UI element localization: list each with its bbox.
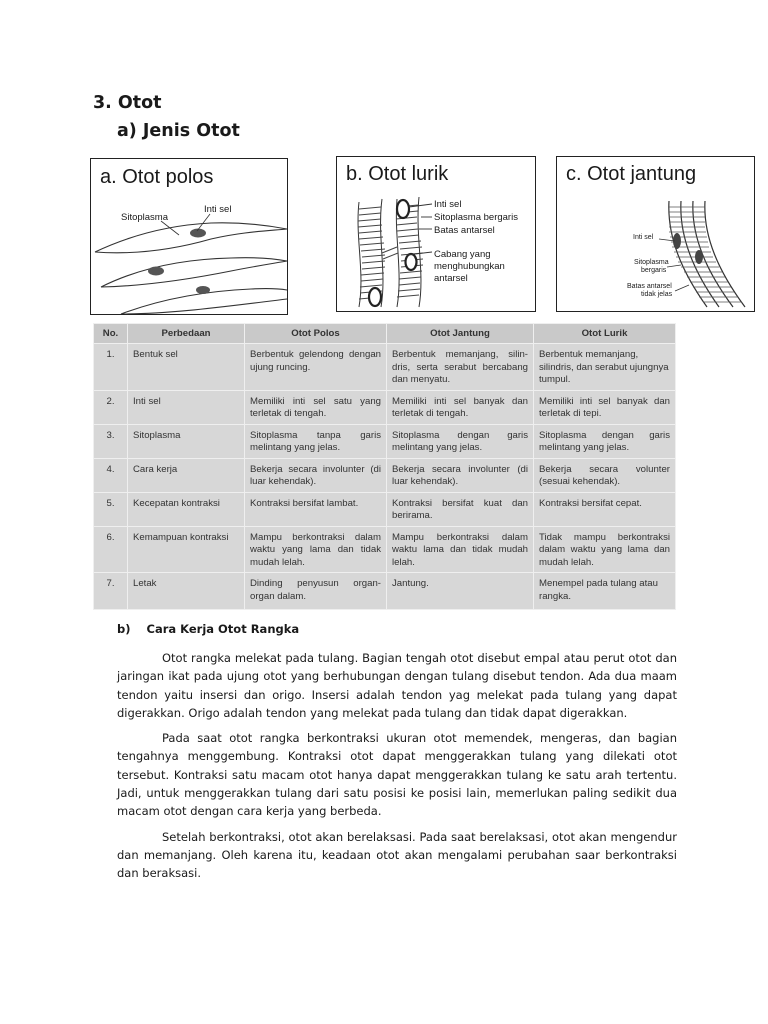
- table-header-row: [94, 324, 676, 344]
- label-branch-line2: menghubungkan: [434, 261, 505, 272]
- label-cytoplasm-line2: bergaris: [641, 267, 667, 274]
- table-cell: Memiliki inti sel banyak dan terletak di tepi.: [534, 390, 676, 424]
- table-cell: Mampu berkontraksi dalam waktu lama dan tidak mudah lelah.: [387, 526, 534, 573]
- table-row: [94, 390, 676, 424]
- table-cell: Inti sel: [128, 390, 245, 424]
- table-cell: Cara kerja: [128, 458, 245, 492]
- table-cell: Berbentuk memanjang, silindris, dan serabut ujungnya tumpul.: [534, 344, 676, 391]
- table-cell: Sitoplasma dengan garis melintang yang jelas.: [387, 424, 534, 458]
- nucleus-shape: [196, 286, 210, 294]
- table-cell: 7.: [94, 573, 128, 610]
- panel-cardiac-muscle: [556, 156, 755, 312]
- column-header: Otot Polos: [245, 324, 387, 344]
- table-cell: 6.: [94, 526, 128, 573]
- nucleus-shape: [369, 288, 381, 306]
- table-cell: Kontraksi bersifat lambat.: [245, 492, 387, 526]
- table-cell: Menempel pada tulang atau rangka.: [534, 573, 676, 610]
- table-cell: Memiliki inti sel satu yang terletak di tengah.: [245, 390, 387, 424]
- paragraph: Otot rangka melekat pada tulang. Bagian tengah otot disebut empal atau perut otot dan jaringan ikat pada ujung otot yang berhubungan dengan tulang disebut tendon. Ada dua maam tendon yaitu insersi dan origo. Insersi adalah tendon yag melekat pada tulang yang dapat digerakkan. Origo adalah tendon yang melekat pada tulang dan tidak dapat digerakkan.: [117, 651, 677, 720]
- label-striated-cytoplasm: Sitoplasma bergaris: [434, 212, 518, 223]
- table-cell: Bekerja secara involunter (di luar kehendak).: [245, 458, 387, 492]
- table-cell: Bekerja secara involunter (di luar kehendak).: [387, 458, 534, 492]
- subsection-b-title: b) Cara Kerja Otot Rangka: [117, 622, 300, 636]
- table-row: [94, 424, 676, 458]
- table-cell: 1.: [94, 344, 128, 391]
- table-cell: Bentuk sel: [128, 344, 245, 391]
- table-row: [94, 526, 676, 573]
- label-border-line2: tidak jelas: [641, 291, 673, 298]
- label-cell-border: Batas antarsel: [434, 225, 495, 236]
- column-header: Otot Jantung: [387, 324, 534, 344]
- label-cytoplasm-line1: Sitoplasma: [634, 259, 669, 266]
- muscle-comparison-table: [93, 323, 676, 610]
- table-cell: Berbentuk memanjang, silin-dris, serta serabut bercabang dan menyatu.: [387, 344, 534, 391]
- nucleus-shape: [148, 267, 164, 276]
- table-cell: Memiliki inti sel banyak dan terletak di tengah.: [387, 390, 534, 424]
- table-cell: Kontraksi bersifat kuat dan berirama.: [387, 492, 534, 526]
- table-cell: Berbentuk gelendong dengan ujung runcing.: [245, 344, 387, 391]
- subsection-heading: a) Jenis Otot: [117, 121, 240, 141]
- table-row: [94, 573, 676, 610]
- label-nucleus: Inti sel: [633, 234, 654, 241]
- table-cell: Kemampuan kontraksi: [128, 526, 245, 573]
- paragraph: Setelah berkontraksi, otot akan berelaksasi. Pada saat berelaksasi, otot akan mengendur dan memanjang. Oleh karena itu, keadaan otot akan mengalami perubahan saar berkontraksi dan beraksasi.: [117, 829, 677, 881]
- table-cell: 4.: [94, 458, 128, 492]
- panel-border: [91, 314, 287, 315]
- panel-smooth-muscle: [90, 158, 288, 315]
- table-cell: Sitoplasma dengan garis melintang yang jelas.: [534, 424, 676, 458]
- label-branch-line1: Cabang yang: [434, 249, 491, 260]
- column-header: No.: [94, 324, 128, 344]
- smooth-muscle-illustration: [91, 159, 287, 315]
- table-cell: 5.: [94, 492, 128, 526]
- paragraph: Pada saat otot rangka berkontraksi ukuran otot memendek, mengeras, dan bagian tengahnya menggembung. Kontraksi otot dapat menggerakkan tulang yang dilekati otot tersebut. Kontraksi satu macam otot hanya dapat menggerakkan tulang ke satu arah tertentu. Jadi, untuk menggerakkan tulang dari satu posisi ke posisi lain, memerlukan paling sedikit dua macam otot dengan cara kerja yang berbeda.: [117, 731, 677, 819]
- table-cell: Jantung.: [387, 573, 534, 610]
- table-row: [94, 344, 676, 391]
- table-row: [94, 458, 676, 492]
- table-cell: Tidak mampu berkontraksi dalam waktu yang lama dan mudah lelah.: [534, 526, 676, 573]
- table-cell: Kontraksi bersifat cepat.: [534, 492, 676, 526]
- label-cytoplasm: Sitoplasma: [121, 212, 168, 223]
- label-branch-line3: antarsel: [434, 273, 468, 284]
- table-cell: Dinding penyusun organ-organ dalam.: [245, 573, 387, 610]
- table-cell: 2.: [94, 390, 128, 424]
- label-border-line1: Batas antarsel: [627, 283, 672, 290]
- nucleus-shape: [397, 200, 409, 218]
- table-cell: Sitoplasma: [128, 424, 245, 458]
- table-cell: Mampu berkontraksi dalam waktu yang lama dan tidak mudah lelah.: [245, 526, 387, 573]
- column-header: Otot Lurik: [534, 324, 676, 344]
- panel-title: c. Otot jantung: [566, 163, 697, 185]
- column-header: Perbedaan: [128, 324, 245, 344]
- table-row: [94, 492, 676, 526]
- panel-title: a. Otot polos: [100, 166, 214, 188]
- nucleus-shape: [695, 250, 703, 264]
- table-cell: Letak: [128, 573, 245, 610]
- panel-striated-muscle: [336, 156, 536, 312]
- label-nucleus: Inti sel: [204, 204, 232, 215]
- table-cell: 3.: [94, 424, 128, 458]
- nucleus-shape: [406, 254, 417, 270]
- section-heading: 3. Otot: [93, 93, 162, 113]
- table-cell: Bekerja secara volunter (sesuai kehendak).: [534, 458, 676, 492]
- table-cell: Kecepatan kontraksi: [128, 492, 245, 526]
- body-text: [117, 649, 677, 890]
- panel-title: b. Otot lurik: [346, 163, 449, 185]
- label-nucleus: Inti sel: [434, 199, 462, 210]
- table-cell: Sitoplasma tanpa garis melintang yang jelas.: [245, 424, 387, 458]
